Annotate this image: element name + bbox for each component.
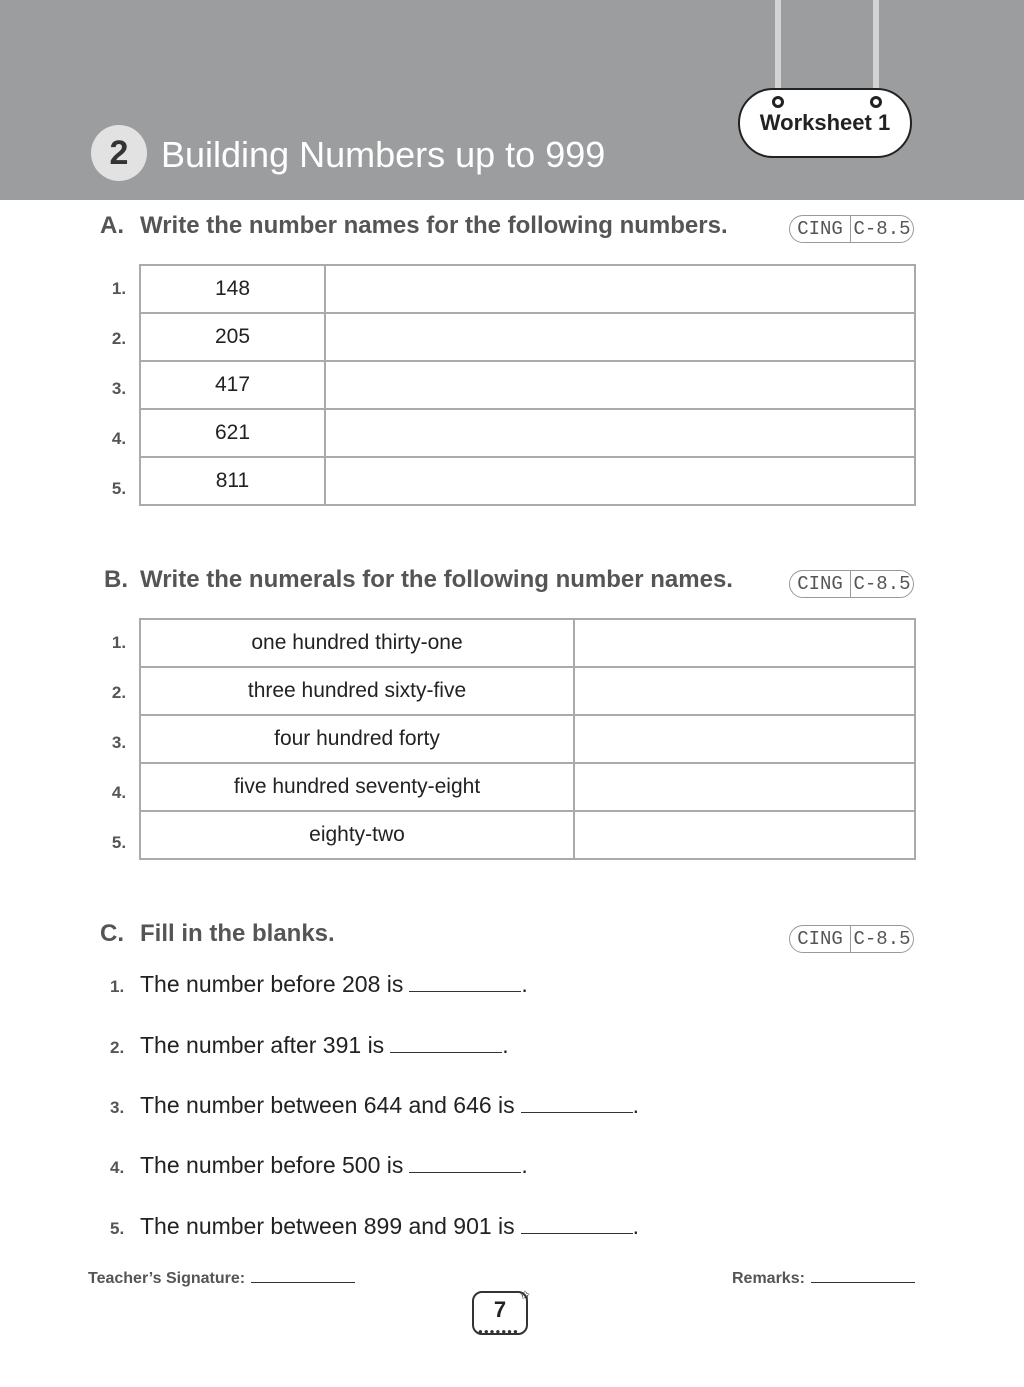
chapter-title: Building Numbers up to 999: [161, 134, 606, 175]
tag-hole-right: [870, 96, 882, 108]
teacher-signature-label: Teacher’s Signature:: [88, 1270, 246, 1287]
tag-hole-left: [772, 96, 784, 108]
number-cell: 205: [140, 313, 325, 361]
question-end: .: [521, 971, 528, 997]
section-b-cing-badge: [789, 570, 914, 598]
answer-cell[interactable]: [325, 409, 915, 457]
answer-blank[interactable]: [390, 1052, 502, 1053]
answer-blank[interactable]: [409, 1172, 521, 1173]
number-name-cell: four hundred forty: [140, 715, 574, 763]
question-end: .: [521, 1152, 528, 1178]
star-icon: ✩: [520, 1288, 531, 1302]
section-b-title: [104, 566, 733, 594]
table-row: [140, 457, 915, 505]
table-row: [140, 313, 915, 361]
question-text: The number before 208 is: [140, 971, 404, 997]
row-number: 4.: [111, 783, 127, 802]
section-c-letter: C.: [100, 920, 124, 947]
row-number: 3.: [111, 379, 127, 398]
question-end: .: [632, 1092, 640, 1118]
answer-cell[interactable]: [325, 313, 915, 361]
number-cell: 811: [140, 457, 325, 505]
number-cell: 417: [140, 361, 325, 409]
chapter-number-badge: 2: [91, 125, 147, 181]
answer-blank[interactable]: [521, 1233, 633, 1234]
section-c-instruction: Fill in the blanks.: [140, 920, 335, 947]
row-number: 2.: [111, 329, 127, 348]
fill-blank-item: [110, 1092, 639, 1119]
table-row: [140, 409, 915, 457]
number-name-cell: one hundred thirty-one: [140, 619, 574, 667]
number-cell: 621: [140, 409, 325, 457]
answer-cell[interactable]: [574, 763, 915, 811]
question-text: The number between 899 and 901 is: [140, 1213, 515, 1239]
answer-cell[interactable]: [574, 667, 915, 715]
number-name-cell: three hundred sixty-five: [140, 667, 574, 715]
section-b-row-numbers: [100, 618, 138, 868]
page-number: 7: [472, 1291, 528, 1335]
row-number: 5.: [111, 479, 127, 498]
table-row: [140, 667, 915, 715]
section-b-letter: B.: [104, 566, 128, 593]
table-row: [140, 265, 915, 313]
fill-blank-item: [110, 1152, 528, 1179]
question-number: 4.: [110, 1158, 125, 1177]
table-row: [140, 361, 915, 409]
section-b-instruction: Write the numerals for the following number names.: [140, 566, 733, 593]
row-number: 1.: [111, 633, 127, 652]
question-text: The number before 500 is: [140, 1152, 404, 1178]
number-name-cell: five hundred seventy-eight: [140, 763, 574, 811]
answer-cell[interactable]: [574, 811, 915, 859]
remarks-label: Remarks:: [732, 1270, 805, 1287]
answer-cell[interactable]: [325, 457, 915, 505]
section-c-title: [100, 920, 335, 948]
section-a-row-numbers: [100, 264, 138, 514]
table-row: [140, 619, 915, 667]
cing-label: CING: [790, 571, 851, 597]
question-end: .: [502, 1032, 509, 1058]
tag-string-right: [873, 0, 879, 100]
fill-blank-item: [110, 971, 528, 998]
teacher-signature-line[interactable]: [251, 1282, 355, 1283]
answer-blank[interactable]: [521, 1112, 633, 1113]
answer-cell[interactable]: [574, 619, 915, 667]
row-number: 2.: [111, 683, 127, 702]
section-c-cing-badge: [789, 925, 914, 953]
question-end: .: [632, 1213, 640, 1239]
section-a-letter: A.: [100, 212, 124, 239]
question-text: The number after 391 is: [140, 1032, 385, 1058]
fill-blank-item: [110, 1213, 639, 1240]
number-cell: 148: [140, 265, 325, 313]
row-number: 3.: [111, 733, 127, 752]
row-number: 1.: [111, 279, 127, 298]
section-a-table: [139, 264, 916, 506]
tag-string-left: [775, 0, 781, 100]
question-number: 5.: [110, 1219, 125, 1238]
table-row: [140, 811, 915, 859]
answer-blank[interactable]: [409, 991, 521, 992]
fill-blank-item: [110, 1032, 509, 1059]
answer-cell[interactable]: [325, 265, 915, 313]
section-a-instruction: Write the number names for the following numbers.: [140, 212, 728, 239]
page-badge-dots-icon: ●●●●●●●: [478, 1327, 519, 1336]
question-number: 1.: [110, 977, 125, 996]
cing-code: C-8.5: [853, 218, 911, 240]
row-number: 4.: [111, 429, 127, 448]
section-a-title: [100, 212, 728, 240]
row-number: 5.: [111, 833, 127, 852]
answer-cell[interactable]: [325, 361, 915, 409]
cing-label: CING: [790, 926, 851, 952]
section-b-table: [139, 618, 916, 860]
cing-code: C-8.5: [853, 928, 911, 950]
teacher-signature: [88, 1270, 355, 1288]
question-text: The number between 644 and 646 is: [140, 1092, 515, 1118]
table-row: [140, 763, 915, 811]
question-number: 3.: [110, 1098, 125, 1117]
remarks: [732, 1270, 915, 1288]
section-a-cing-badge: [789, 215, 914, 243]
table-row: [140, 715, 915, 763]
answer-cell[interactable]: [574, 715, 915, 763]
remarks-line[interactable]: [811, 1282, 915, 1283]
number-name-cell: eighty-two: [140, 811, 574, 859]
cing-code: C-8.5: [853, 573, 911, 595]
cing-label: CING: [790, 216, 851, 242]
worksheet-tag: Worksheet 1: [738, 88, 912, 158]
question-number: 2.: [110, 1038, 125, 1057]
